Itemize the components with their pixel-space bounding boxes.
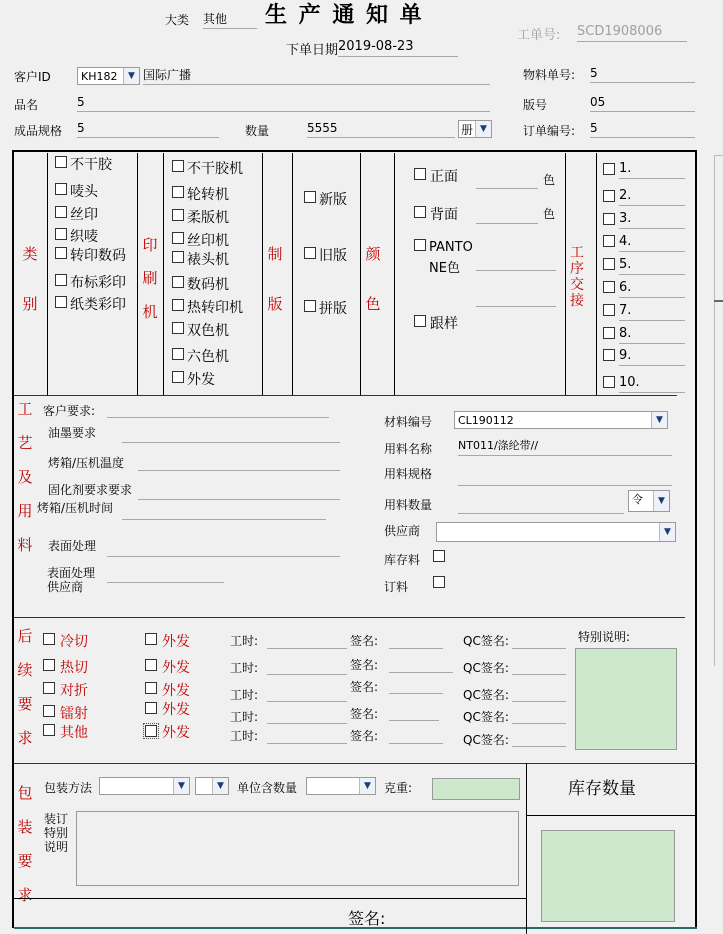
category-checkbox[interactable] [55,206,67,218]
front-color-checkbox[interactable] [414,168,426,180]
stock-qty-title: 库存数量 [568,779,636,799]
qc-sign-label: QC签名: [463,710,509,724]
material-spec-label: 用料规格 [384,467,433,481]
material-name-label: 用料名称 [384,442,433,456]
handover-field[interactable]: 8. [619,325,685,344]
divider [360,153,361,395]
front-color-unit: 色 [543,173,556,187]
curing-req-field[interactable] [138,481,340,500]
handover-field[interactable]: 3. [619,210,685,229]
press-item: 轮转机 [187,187,229,203]
front-color-label: 正面 [430,169,458,185]
chevron-down-icon[interactable]: ▼ [212,778,228,794]
qc-sign-field[interactable] [512,728,566,747]
qc-sign-label: QC签名: [463,733,509,747]
post-process-item: 镭射 [60,706,88,722]
sign-field[interactable] [389,630,443,649]
plate-title-2: 版 [267,295,283,313]
outsource-checkbox[interactable] [145,702,157,714]
work-hours-field[interactable] [267,725,347,744]
outsource-checkbox[interactable] [145,633,157,645]
handover-field[interactable]: 9. [619,347,685,366]
chevron-down-icon[interactable]: ▼ [653,491,669,511]
category-title-1: 类 [22,245,38,263]
surface-supplier-label-2: 供应商 [47,580,84,594]
supplier-label: 供应商 [384,524,421,538]
outsource-label: 外发 [162,725,190,741]
post-process-item: 对折 [60,683,88,699]
plate-item: 旧版 [319,248,347,264]
post-process-checkbox[interactable] [43,724,55,736]
press-title-3: 机 [142,303,158,321]
work-hours-field[interactable] [267,656,347,675]
divider [14,763,697,764]
category-title-2: 别 [22,295,38,313]
pantone-checkbox[interactable] [414,239,426,251]
special-note-textarea[interactable] [575,648,677,750]
back-color-field[interactable] [476,205,538,224]
qty-unit-select[interactable] [458,120,492,138]
material-qty-field[interactable] [458,495,624,514]
follow-sample-checkbox[interactable] [414,315,426,327]
surface-field[interactable] [107,538,340,557]
work-hours-field[interactable] [267,705,347,724]
stock-qty-input[interactable] [541,830,675,922]
outsource-checkbox[interactable] [145,659,157,671]
sign-field[interactable] [389,702,439,721]
divider [14,617,685,618]
divider [163,153,164,395]
press-checkbox[interactable] [172,160,184,172]
work-no-label: 工单号: [517,28,561,43]
handover-checkbox[interactable] [603,190,615,202]
qc-sign-label: QC签名: [463,661,509,675]
divider [14,395,677,396]
order-no-field[interactable]: 5 [590,119,695,138]
craft-title-5: 料 [17,536,33,554]
divider [262,153,263,395]
surface-label: 表面处理 [48,539,97,553]
packing-sign-label: 签名: [348,909,386,928]
work-hours-field[interactable] [267,630,347,649]
outsource-checkbox[interactable] [145,682,157,694]
packing-note-label-1: 装订 [44,812,69,826]
sign-label: 签名: [350,658,379,672]
product-name-field[interactable]: 5 [77,93,490,112]
post-process-checkbox[interactable] [43,659,55,671]
work-hours-label: 工时: [230,710,259,724]
oven-time-label: 烤箱/压机时间 [37,501,114,515]
handover-checkbox[interactable] [603,258,615,270]
plate-item: 拼版 [319,301,347,317]
packing-note-textarea[interactable] [76,811,519,886]
work-hours-label: 工时: [230,729,259,743]
spec-field[interactable]: 5 [77,119,219,138]
category-item: 转印数码 [70,248,126,264]
handover-field[interactable]: 6. [619,279,685,298]
divider [292,153,293,395]
follow-sample-label: 跟样 [430,316,458,332]
category-item: 纸类彩印 [70,297,126,313]
oven-temp-label: 烤箱/压机温度 [48,456,125,470]
press-checkbox[interactable] [172,299,184,311]
process-handover-title: 工序交接 [570,245,584,309]
press-item: 数码机 [187,277,229,293]
category-checkbox[interactable] [55,156,67,168]
sign-label: 签名: [350,634,379,648]
category-checkbox[interactable] [55,274,67,286]
outsource-checkbox[interactable] [145,725,157,737]
handover-field[interactable]: 5. [619,256,685,275]
material-no-select[interactable] [454,411,668,429]
material-no-field[interactable]: 5 [590,64,695,83]
pantone-label-1: PANTO [429,240,473,255]
packing-method-label: 包装方法 [44,781,93,795]
category-item: 不干胶 [70,157,112,173]
press-checkbox[interactable] [172,371,184,383]
sign-label: 签名: [350,707,379,721]
order-material-checkbox[interactable] [433,576,445,588]
plate-checkbox[interactable] [304,247,316,259]
category-checkbox[interactable] [55,183,67,195]
packing-method-sub-select[interactable] [195,777,229,795]
packing-title-1: 包 [17,784,33,802]
press-item: 裱头机 [187,252,229,268]
post-process-item: 其他 [60,725,88,741]
pantone-label-2: NE色 [429,261,460,276]
category-item: 织唛 [70,229,98,245]
order-no-label: 订单编号: [523,124,576,138]
material-spec-field[interactable] [458,467,672,486]
supplier-select[interactable] [436,522,676,542]
divider [14,898,526,899]
surface-supplier-field[interactable] [107,564,224,583]
product-name-label: 品名 [14,98,39,112]
outsource-label: 外发 [162,702,190,718]
handover-checkbox[interactable] [603,376,615,388]
customer-req-field[interactable] [107,399,329,418]
plate-checkbox[interactable] [304,300,316,312]
work-hours-label: 工时: [230,661,259,675]
press-item: 热转印机 [187,300,243,316]
unit-qty-label: 单位含数量 [237,781,298,795]
packing-title-2: 装 [17,818,33,836]
handover-field[interactable]: 4. [619,233,685,252]
packing-note-label-3: 说明 [44,840,69,854]
material-qty-label: 用料数量 [384,498,433,512]
packing-method-select[interactable] [99,777,190,795]
material-no-label: 物料单号: [523,68,576,82]
sign-label: 签名: [350,729,379,743]
qc-sign-field[interactable] [512,705,566,724]
version-field[interactable]: 05 [590,93,695,112]
press-title-2: 刷 [142,269,158,287]
page-title: 生 产 通 知 单 [265,3,424,28]
chevron-down-icon[interactable]: ▼ [475,121,491,137]
press-checkbox[interactable] [172,348,184,360]
press-checkbox[interactable] [172,232,184,244]
order-material-label: 订料 [384,580,409,594]
category-item: 布标彩印 [70,275,126,291]
oven-temp-field[interactable] [138,452,340,471]
chevron-down-icon[interactable]: ▼ [659,523,675,541]
divider [527,815,697,816]
chevron-down-icon[interactable]: ▼ [651,412,667,428]
customer-name-field[interactable]: 国际广播 [143,66,490,85]
divider [596,153,597,395]
post-process-item: 热切 [60,660,88,676]
customer-req-label: 客户要求: [43,404,96,418]
qty-field[interactable]: 5555 [307,119,455,138]
handover-field[interactable]: 2. [619,187,685,206]
weight-label: 克重: [384,781,413,795]
surface-supplier-label-1: 表面处理 [47,566,96,580]
qc-sign-label: QC签名: [463,634,509,648]
divider [565,153,566,395]
back-color-label: 背面 [430,207,458,223]
plate-checkbox[interactable] [304,191,316,203]
handover-checkbox[interactable] [603,304,615,316]
press-title-1: 印 [142,236,158,254]
press-item: 柔版机 [187,210,229,226]
front-color-field[interactable] [476,170,538,189]
press-checkbox[interactable] [172,186,184,198]
customer-id-value: KH182 [81,70,118,83]
craft-title-1: 工 [17,400,33,418]
handover-checkbox[interactable] [603,349,615,361]
qc-sign-field[interactable] [512,630,566,649]
post-process-checkbox[interactable] [43,682,55,694]
packing-title-4: 求 [17,886,33,904]
press-item: 双色机 [187,323,229,339]
scroll-edge [714,155,723,666]
qc-sign-label: QC签名: [463,688,509,702]
press-item: 外发 [187,372,215,388]
special-note-label: 特别说明: [578,630,631,644]
spec-label: 成品规格 [14,124,63,138]
post-title-4: 求 [17,729,33,747]
unit-qty-select[interactable] [306,777,376,795]
sign-field[interactable] [389,725,443,744]
stock-material-checkbox[interactable] [433,550,445,562]
plate-title-1: 制 [267,245,283,263]
back-color-unit: 色 [543,207,556,221]
post-process-checkbox[interactable] [43,705,55,717]
divider [47,153,48,395]
packing-note-label-2: 特别 [44,826,69,840]
work-hours-label: 工时: [230,634,259,648]
post-title-3: 要 [17,695,33,713]
chevron-down-icon[interactable]: ▼ [359,778,375,794]
curing-req-label: 固化剂要求要求 [48,483,133,497]
divider [14,927,697,929]
press-item: 六色机 [187,349,229,365]
back-color-checkbox[interactable] [414,206,426,218]
post-title-2: 续 [17,661,33,679]
outsource-label: 外发 [162,634,190,650]
handover-checkbox[interactable] [603,213,615,225]
press-item: 不干胶机 [187,161,243,177]
work-no-field[interactable]: SCD1908006 [577,23,687,42]
outsource-label: 外发 [162,683,190,699]
sign-field[interactable] [389,675,443,694]
plate-item: 新版 [319,192,347,208]
press-checkbox[interactable] [172,322,184,334]
outsource-label: 外发 [162,660,190,676]
work-hours-label: 工时: [230,688,259,702]
press-checkbox[interactable] [172,251,184,263]
material-qty-unit-value: 令 [632,493,643,506]
handover-checkbox[interactable] [603,163,615,175]
scroll-edge [714,300,723,302]
customer-id-select[interactable] [77,67,140,85]
craft-title-2: 艺 [17,434,33,452]
customer-id-label: 客户ID [14,70,51,84]
material-no-value: CL190112 [458,414,514,427]
category-item: 唛头 [70,184,98,200]
oven-time-field[interactable] [122,501,326,520]
divider [137,153,138,395]
craft-title-3: 及 [17,468,33,486]
handover-field[interactable]: 10. [619,374,685,393]
category-item: 丝印 [70,207,98,223]
press-checkbox[interactable] [172,209,184,221]
category-label: 大类 [165,13,190,27]
category-checkbox[interactable] [55,247,67,259]
handover-field[interactable]: 1. [619,160,685,179]
post-process-item: 冷切 [60,634,88,650]
material-qty-unit-select[interactable] [628,490,670,512]
ink-req-label: 油墨要求 [48,426,97,440]
category-checkbox[interactable] [55,296,67,308]
color-title-1: 颜 [365,245,381,263]
color-title-2: 色 [365,295,381,313]
press-item: 丝印机 [187,233,229,249]
packing-title-3: 要 [17,852,33,870]
qty-label: 数量 [245,124,270,138]
pantone-field[interactable] [476,252,556,271]
sign-label: 签名: [350,680,379,694]
pantone-field-2[interactable] [476,288,556,307]
handover-checkbox[interactable] [603,327,615,339]
qty-unit-value: 册 [461,123,474,137]
craft-title-4: 用 [17,502,33,520]
material-name-field[interactable]: NT011/涤纶带// [458,437,672,456]
post-process-checkbox[interactable] [43,633,55,645]
chevron-down-icon[interactable]: ▼ [123,68,139,84]
order-date-field[interactable]: 2019-08-23 [338,38,458,57]
weight-input[interactable] [432,778,520,800]
qc-sign-field[interactable] [512,683,566,702]
handover-field[interactable]: 7. [619,302,685,321]
press-checkbox[interactable] [172,276,184,288]
order-date-label: 下单日期 [286,43,339,58]
sign-field[interactable] [389,654,453,673]
handover-checkbox[interactable] [603,281,615,293]
material-no-label: 材料编号 [384,415,433,429]
divider [394,153,395,395]
stock-material-label: 库存料 [384,553,421,567]
work-hours-field[interactable] [267,683,347,702]
post-title-1: 后 [17,627,33,645]
category-field[interactable]: 其他 [203,10,257,29]
chevron-down-icon[interactable]: ▼ [173,778,189,794]
divider [526,763,527,934]
qc-sign-field[interactable] [512,656,566,675]
handover-checkbox[interactable] [603,235,615,247]
category-checkbox[interactable] [55,228,67,240]
ink-req-field[interactable] [122,424,340,443]
version-label: 版号 [523,98,548,112]
